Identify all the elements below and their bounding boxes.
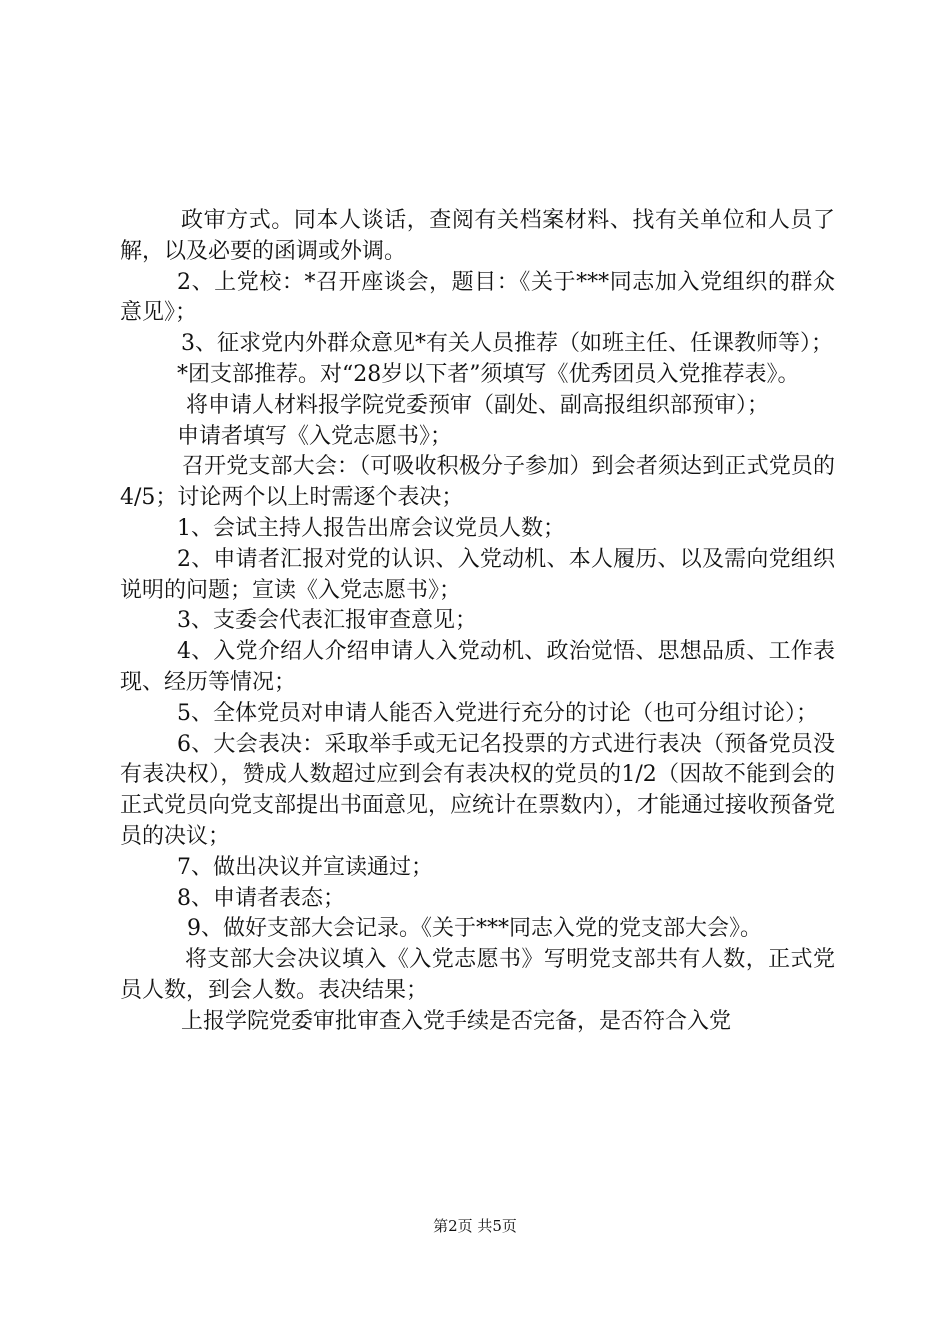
paragraph: *团支部推荐。对“28岁以下者”须填写《优秀团员入党推荐表》。 [177,361,800,387]
paragraph: 1、会试主持人报告出席会议党员人数； [177,515,565,541]
paragraph: 申请者填写《入党志愿书》； [177,423,453,449]
paragraph: 6、大会表决：采取举手或无记名投票的方式进行表决（预备党员没有表决权），赞成人数超过应到会有表决权的党员的1/2（因故不能到会的正式党员向党支部提出书面意见，应统计在票数内），才能通过接收预备党员的决议； [120,731,836,849]
paragraph: 将申请人材料报学院党委预审（副处、副高报组织部预审）； [186,392,770,418]
paragraph: 3、征求党内外群众意见*有关人员推荐（如班主任、任课教师等）； [181,331,833,357]
paragraph: 政审方式。同本人谈话，查阅有关档案材料、找有关单位和人员了解，以及必要的函调或外调。 [120,208,835,264]
paragraph: 2、申请者汇报对党的认识、入党动机、本人履历、以及需向党组织说明的问题；宣读《入党志愿书》； [120,546,835,603]
document-body [120,206,835,1038]
paragraph: 8、申请者表态； [177,885,345,911]
paragraph: 上报学院党委审批审查入党手续是否完备，是否符合入党 [181,1008,732,1034]
paragraph: 7、做出决议并宣读通过； [177,854,433,880]
page-number-footer: 第2页 共5页 [433,1217,517,1235]
paragraph: 4、入党介绍人介绍申请人入党动机、政治觉悟、思想品质、工作表现、经历等情况； [120,639,835,695]
paragraph: 2、上党校：*召开座谈会，题目：《关于***同志加入党组织的群众意见》； [120,269,835,326]
paragraph: 3、支委会代表汇报审查意见； [177,608,477,634]
paragraph: 将支部大会决议填入《入党志愿书》写明党支部共有人数，正式党员人数，到会人数。表决结果； [120,947,835,1003]
paragraph: 召开党支部大会：（可吸收积极分子参加）到会者须达到正式党员的4/5；讨论两个以上时需逐个表决； [120,454,835,511]
paragraph: 5、全体党员对申请人能否入党进行充分的讨论（也可分组讨论）； [177,700,818,726]
paragraph: 9、做好支部大会记录。《关于***同志入党的党支部大会》。 [187,916,762,942]
